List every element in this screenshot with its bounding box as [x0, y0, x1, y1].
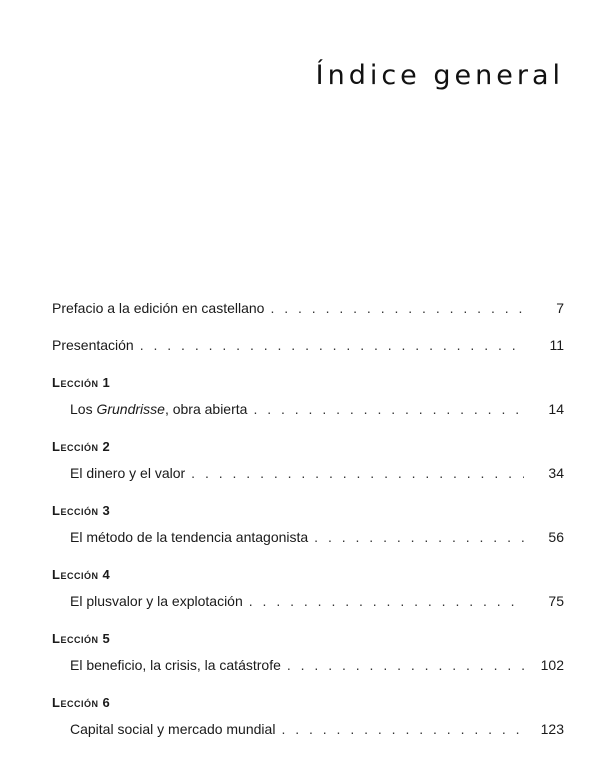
table-of-contents [52, 298, 564, 741]
toc-entry-title: Prefacio a la edición en castellano [52, 300, 265, 316]
lesson-heading-3: Lección 3 [52, 503, 111, 518]
toc-entry-lesson-3[interactable] [52, 529, 564, 549]
toc-entry-page: 75 [548, 593, 564, 609]
toc-entry-title [70, 401, 247, 417]
toc-entry-page: 11 [549, 337, 564, 353]
toc-leader-dots [253, 401, 524, 417]
toc-entry-title: El beneficio, la crisis, la catástrofe [70, 657, 281, 673]
toc-title-prefix: Los [70, 401, 97, 417]
toc-entry-page: 34 [548, 465, 564, 481]
toc-title-emphasis: Grundrisse [96, 401, 165, 417]
toc-entry-lesson-2[interactable] [52, 465, 564, 485]
toc-leader-dots [314, 529, 524, 545]
toc-entry-lesson-5[interactable] [52, 657, 564, 677]
toc-entry-lesson-6[interactable] [52, 721, 564, 741]
toc-leader-dots [281, 721, 524, 737]
toc-entry-presentacion[interactable] [52, 337, 564, 357]
lesson-heading-6: Lección 6 [52, 695, 111, 710]
toc-entry-page: 102 [540, 657, 564, 673]
toc-entry-lesson-1[interactable] [52, 401, 564, 421]
toc-leader-dots [287, 657, 524, 673]
toc-entry-title: El dinero y el valor [70, 465, 186, 481]
toc-leader-dots [270, 300, 524, 316]
toc-entry-lesson-4[interactable] [52, 593, 564, 613]
toc-entry-page: 14 [548, 401, 564, 417]
toc-entry-page: 7 [556, 300, 564, 316]
toc-entry-page: 56 [548, 529, 564, 545]
toc-leader-dots [249, 593, 524, 609]
lesson-heading-1: Lección 1 [52, 375, 111, 390]
toc-entry-title: Presentación [52, 337, 134, 353]
page-title: Índice general [315, 60, 564, 92]
lesson-heading-5: Lección 5 [52, 631, 111, 646]
toc-entry-title: Capital social y mercado mundial [70, 721, 276, 737]
toc-leader-dots [140, 337, 524, 353]
toc-entry-prefacio[interactable] [52, 300, 564, 320]
lesson-heading-4: Lección 4 [52, 567, 111, 582]
toc-entry-title: El método de la tendencia antagonista [70, 529, 309, 545]
toc-title-suffix: , obra abierta [164, 401, 248, 417]
toc-entry-title: El plusvalor y la explotación [70, 593, 243, 609]
lesson-heading-2: Lección 2 [52, 439, 111, 454]
toc-leader-dots [191, 465, 524, 481]
toc-entry-page: 123 [540, 721, 564, 737]
